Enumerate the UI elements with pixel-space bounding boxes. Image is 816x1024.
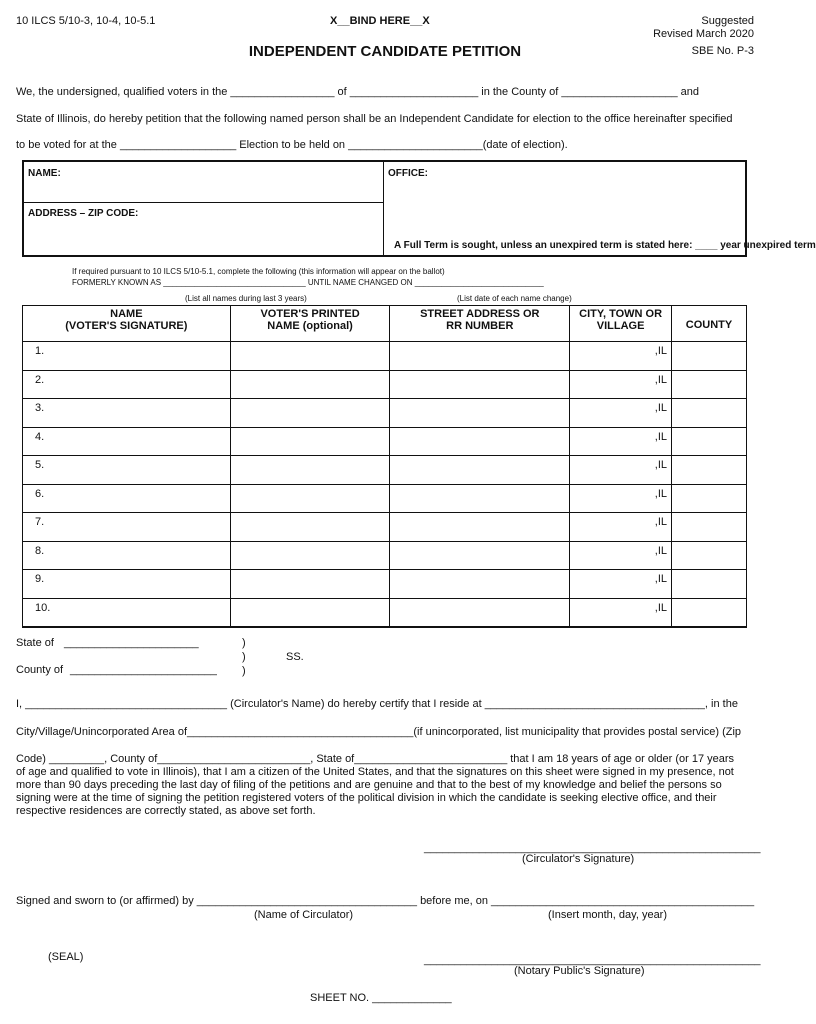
city-cell[interactable]: ,IL: [570, 370, 672, 399]
suggested-label: Suggested: [701, 15, 754, 27]
city-cell[interactable]: ,IL: [570, 456, 672, 485]
street-address-cell[interactable]: [390, 541, 570, 570]
city-cell[interactable]: ,IL: [570, 484, 672, 513]
venue-county-field[interactable]: ________________________: [70, 664, 217, 676]
street-address-cell[interactable]: [390, 456, 570, 485]
printed-name-cell[interactable]: [230, 484, 390, 513]
circulator-signature-line[interactable]: _______________________________________________________: [424, 842, 761, 854]
county-cell[interactable]: [672, 513, 747, 542]
street-address-cell[interactable]: [390, 342, 570, 371]
printed-name-cell[interactable]: [230, 399, 390, 428]
table-row: [23, 399, 747, 428]
table-row: [23, 513, 747, 542]
candidate-office-label: OFFICE:: [388, 168, 428, 179]
certification-line-6: signing were at the time of signing the petition registered voters of the political division in which the candidate is seeking elective office, and their: [16, 792, 717, 804]
printed-name-cell[interactable]: [230, 427, 390, 456]
table-row: [23, 370, 747, 399]
street-address-cell[interactable]: [390, 570, 570, 599]
revised-date: Revised March 2020: [653, 28, 754, 40]
col-header-street-address: STREET ADDRESS OR RR NUMBER: [390, 306, 570, 342]
signature-cell[interactable]: 2.: [23, 370, 231, 399]
city-cell[interactable]: ,IL: [570, 598, 672, 627]
venue-ss: SS.: [286, 651, 304, 663]
venue-state-field[interactable]: ______________________: [64, 637, 199, 649]
table-row: [23, 427, 747, 456]
sworn-line: Signed and sworn to (or affirmed) by ____________________________________ before me, on ___________________________________________: [16, 895, 755, 907]
signature-table: [22, 305, 747, 628]
street-address-cell[interactable]: [390, 598, 570, 627]
signature-cell[interactable]: 3.: [23, 399, 231, 428]
notary-signature-line[interactable]: _______________________________________________________: [424, 954, 761, 966]
notary-signature-label: (Notary Public's Signature): [514, 965, 645, 977]
printed-name-cell[interactable]: [230, 513, 390, 542]
venue-paren: ): [242, 651, 246, 663]
printed-name-cell[interactable]: [230, 598, 390, 627]
county-cell[interactable]: [672, 598, 747, 627]
intro-line-1: We, the undersigned, qualified voters in the _________________ of _____________________ in the County of ___________________ and: [16, 86, 699, 98]
county-cell[interactable]: [672, 399, 747, 428]
venue-county-label: County of: [16, 664, 64, 676]
printed-name-cell[interactable]: [230, 570, 390, 599]
certification-line-1: I, _________________________________ (Circulator's Name) do hereby certify that I reside at ____________________________________, in the: [16, 698, 738, 710]
form-number: SBE No. P-3: [691, 45, 754, 57]
printed-name-cell[interactable]: [230, 370, 390, 399]
candidate-info-box: [22, 160, 816, 257]
certification-line-2: City/Village/Unincorporated Area of_____________________________________(if unincorporated, list municipality that provides postal service) (Zip: [16, 726, 742, 738]
table-row: [23, 456, 747, 485]
circulator-signature-label: (Circulator's Signature): [522, 853, 635, 865]
venue-paren: ): [242, 637, 246, 649]
table-row: [23, 541, 747, 570]
city-cell[interactable]: ,IL: [570, 541, 672, 570]
sworn-date-label: (Insert month, day, year): [548, 909, 668, 921]
county-cell[interactable]: [672, 541, 747, 570]
certification-line-7: respective residences are correctly stated, as above set forth.: [16, 805, 316, 817]
county-cell[interactable]: [672, 427, 747, 456]
formerly-names-note: (List all names during last 3 years): [185, 294, 307, 303]
signature-cell[interactable]: 10.: [23, 598, 231, 627]
circulator-name-label: (Name of Circulator): [254, 909, 354, 921]
county-cell[interactable]: [672, 370, 747, 399]
signature-cell[interactable]: 8.: [23, 541, 231, 570]
bind-here-mark: X__BIND HERE__X: [330, 15, 430, 27]
signature-cell[interactable]: 5.: [23, 456, 231, 485]
certification-line-4: of age and qualified to vote in Illinois), that I am a citizen of the United States, and that the signatures on this sheet were signed in my presence, not: [16, 766, 734, 778]
formerly-instructions: If required pursuant to 10 ILCS 5/10-5.1, complete the following (this information will appear on the ballot): [72, 267, 445, 276]
certification-line-5: more than 90 days preceding the last day of filing of the petitions and are genuine and that to the best of my knowledge and belief the persons so: [16, 779, 722, 791]
term-note: A Full Term is sought, unless an unexpired term is stated here: ____ year unexpired term: [394, 240, 816, 251]
county-cell[interactable]: [672, 570, 747, 599]
venue-paren: ): [242, 665, 246, 677]
table-row: [23, 570, 747, 599]
street-address-cell[interactable]: [390, 484, 570, 513]
col-header-city: CITY, TOWN OR VILLAGE: [570, 306, 672, 342]
statute-reference: 10 ILCS 5/10-3, 10-4, 10-5.1: [16, 15, 156, 27]
county-cell[interactable]: [672, 484, 747, 513]
certification-line-3: Code) _________, County of_________________________, State of_________________________ that I am 18 years of age or older (or 17 years: [16, 753, 735, 765]
county-cell[interactable]: [672, 342, 747, 371]
revision-block: [653, 15, 754, 41]
street-address-cell[interactable]: [390, 427, 570, 456]
city-cell[interactable]: ,IL: [570, 399, 672, 428]
signature-cell[interactable]: 6.: [23, 484, 231, 513]
printed-name-cell[interactable]: [230, 342, 390, 371]
signature-cell[interactable]: 7.: [23, 513, 231, 542]
seal-label: (SEAL): [48, 951, 84, 963]
col-header-county: COUNTY: [672, 306, 747, 342]
county-cell[interactable]: [672, 456, 747, 485]
street-address-cell[interactable]: [390, 399, 570, 428]
signature-cell[interactable]: 1.: [23, 342, 231, 371]
candidate-address-label: ADDRESS – ZIP CODE:: [28, 208, 139, 219]
form-title: INDEPENDENT CANDIDATE PETITION: [248, 43, 522, 60]
city-cell[interactable]: ,IL: [570, 342, 672, 371]
city-cell[interactable]: ,IL: [570, 570, 672, 599]
formerly-known-as-line: FORMERLY KNOWN AS ________________________________ UNTIL NAME CHANGED ON _____________________________: [72, 278, 544, 287]
signature-cell[interactable]: 4.: [23, 427, 231, 456]
sheet-number[interactable]: SHEET NO. _____________: [310, 992, 452, 1004]
venue-state-label: State of: [16, 637, 54, 649]
table-row: [23, 342, 747, 371]
col-header-printed-name: VOTER'S PRINTED NAME (optional): [230, 306, 390, 342]
table-row: [23, 484, 747, 513]
city-cell[interactable]: ,IL: [570, 427, 672, 456]
table-row: [23, 598, 747, 627]
street-address-cell[interactable]: [390, 513, 570, 542]
printed-name-cell[interactable]: [230, 541, 390, 570]
formerly-dates-note: (List date of each name change): [457, 294, 572, 303]
table-header-row: [23, 306, 747, 342]
candidate-name-label: NAME:: [28, 168, 61, 179]
col-header-name: NAME (VOTER'S SIGNATURE): [23, 306, 231, 342]
printed-name-cell[interactable]: [230, 456, 390, 485]
signature-cell[interactable]: 9.: [23, 570, 231, 599]
street-address-cell[interactable]: [390, 370, 570, 399]
intro-line-2: State of Illinois, do hereby petition that the following named person shall be an Independent Candidate for election to the office hereinafter specified: [16, 113, 733, 125]
city-cell[interactable]: ,IL: [570, 513, 672, 542]
intro-line-3: to be voted for at the ___________________ Election to be held on ______________________(date of election).: [16, 139, 568, 151]
